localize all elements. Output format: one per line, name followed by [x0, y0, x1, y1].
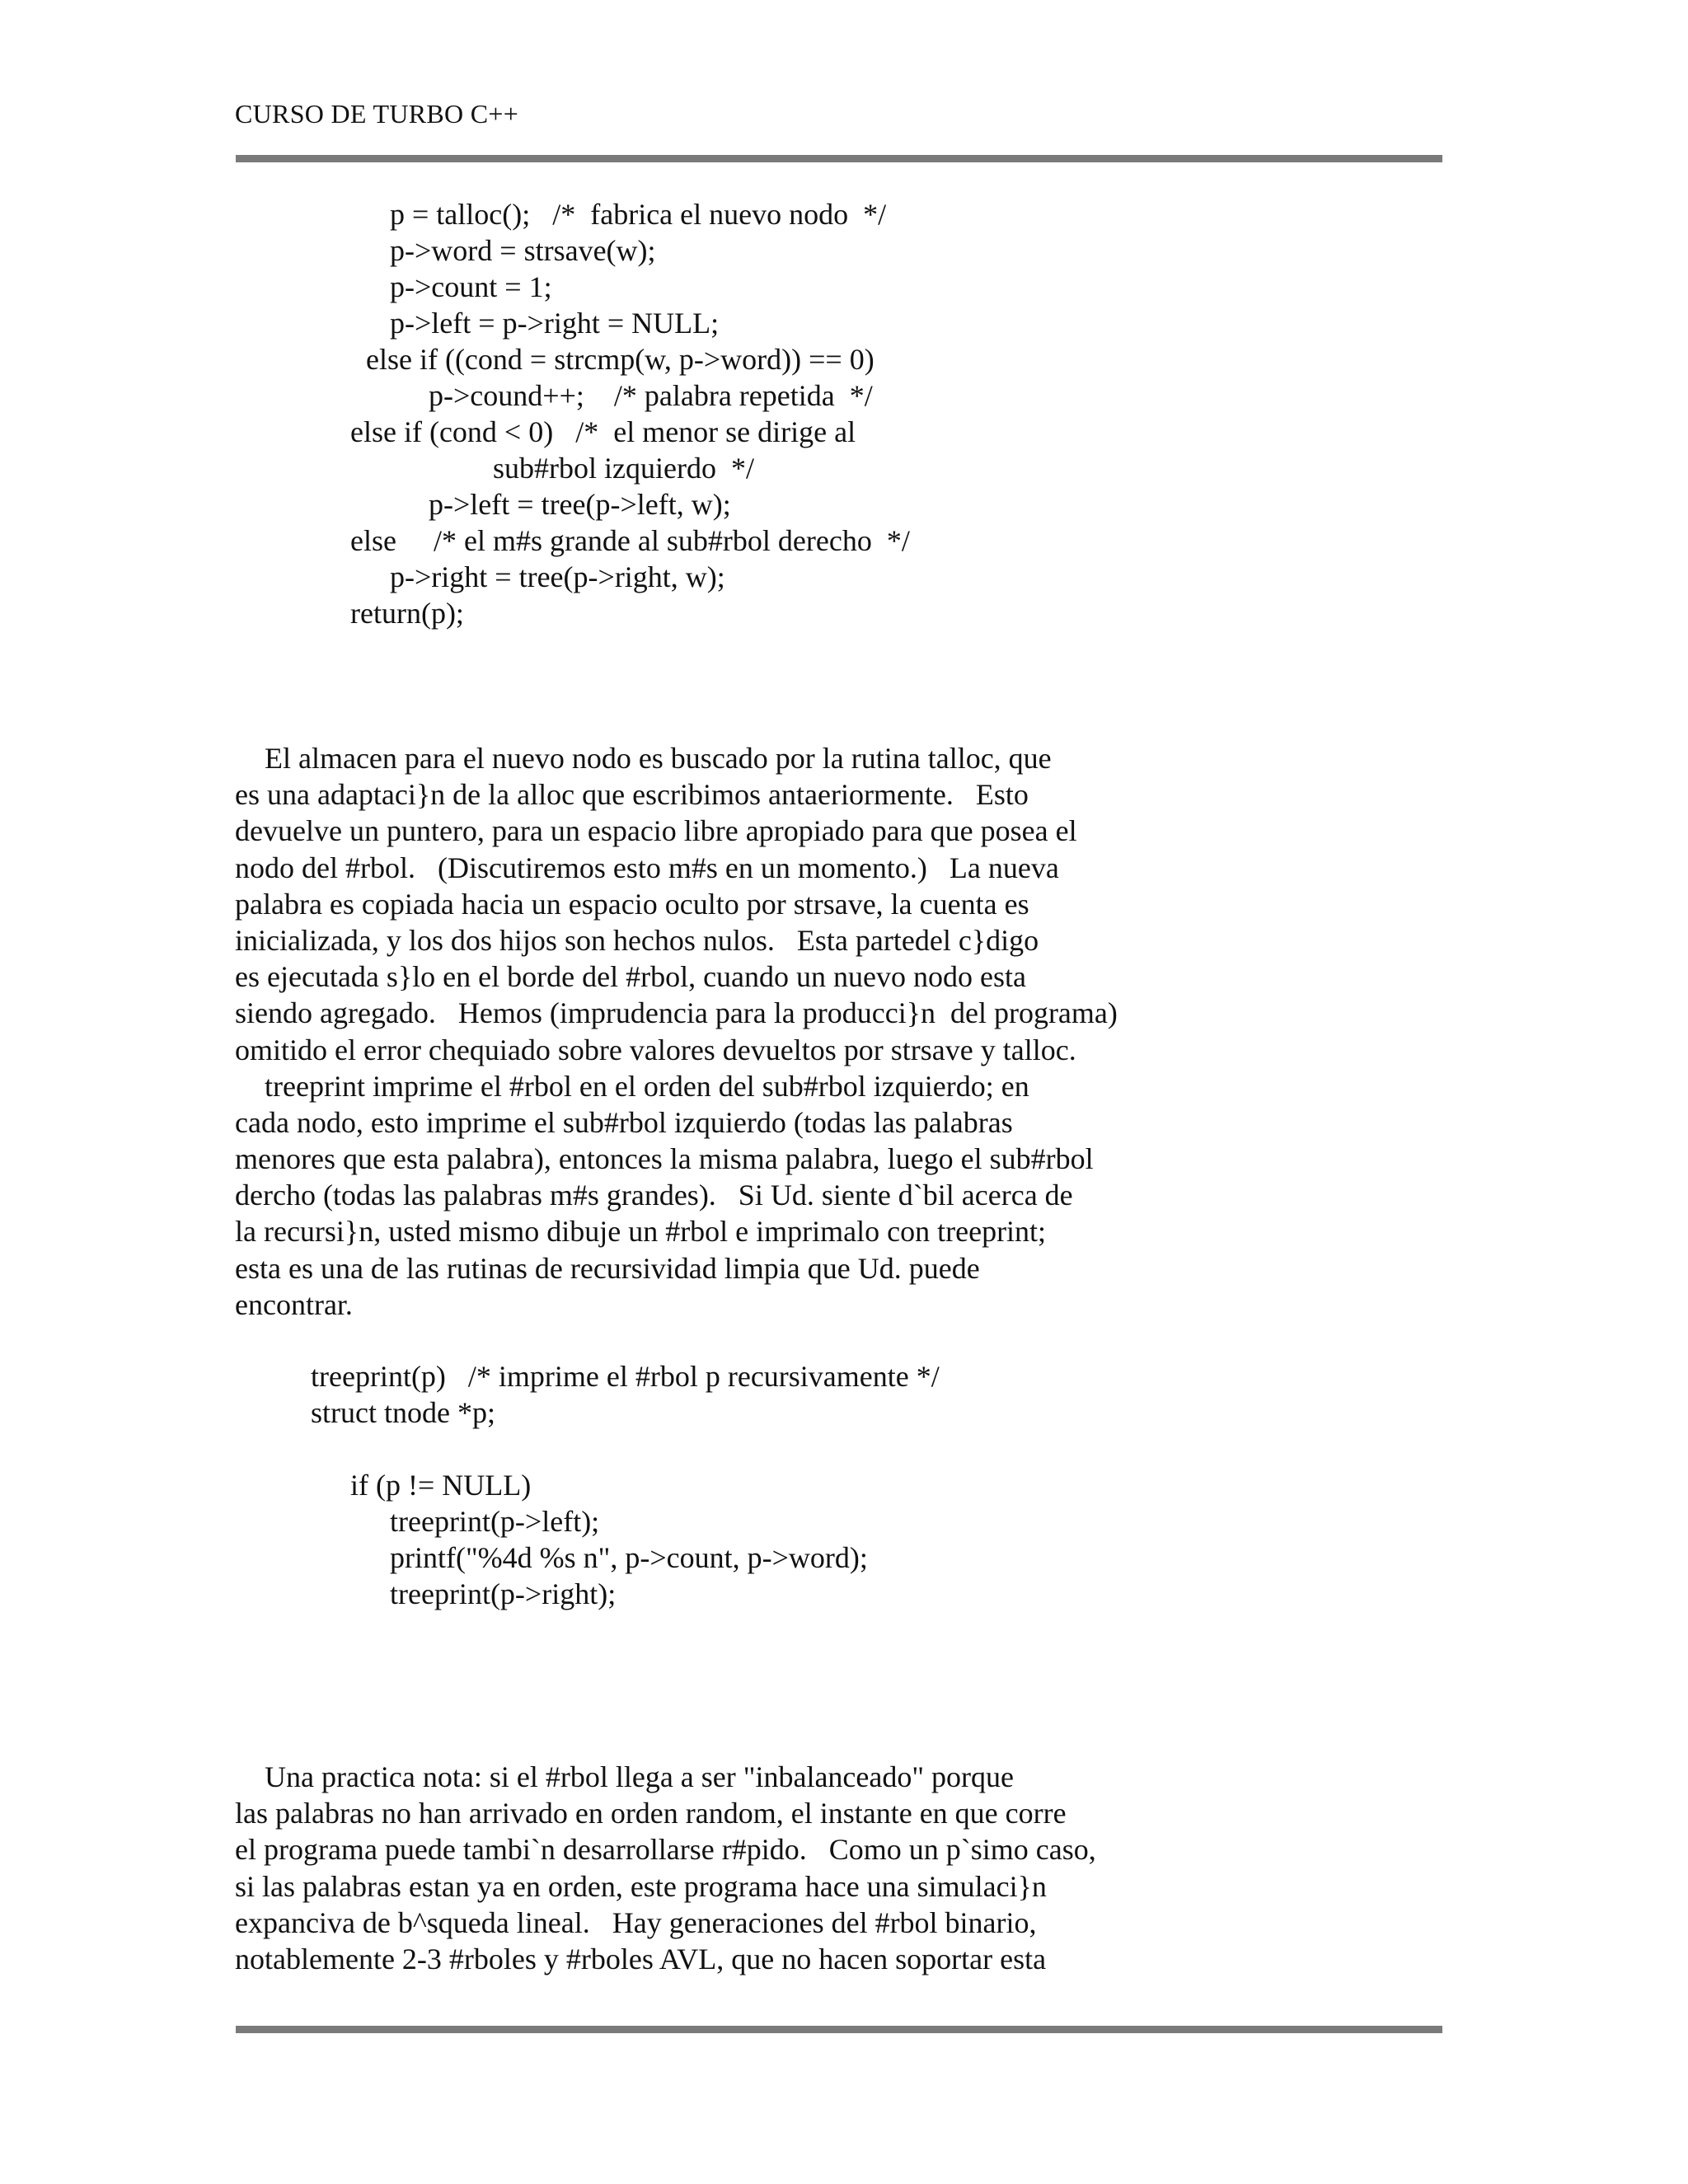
- code-line: p->left = p->right = NULL;: [390, 307, 720, 340]
- code-line: p->left = tree(p->left, w);: [429, 488, 731, 521]
- text-line: encontrar.: [235, 1287, 353, 1321]
- text-line: siendo agregado. Hemos (imprudencia para la producci}n del programa): [235, 996, 1118, 1030]
- code-line: [311, 1431, 940, 1467]
- text-line: expanciva de b^squeda lineal. Hay generaciones del #rbol binario,: [235, 1905, 1037, 1939]
- body-paragraph-talloc: [235, 740, 1118, 1323]
- code-line: printf("%4d %s n", p->count, p->word);: [390, 1541, 868, 1574]
- code-line: else if ((cond = strcmp(w, p->word)) == 0): [366, 343, 874, 376]
- code-line: p = talloc(); /* fabrica el nuevo nodo */: [390, 198, 887, 231]
- header-rule: [236, 155, 1442, 162]
- code-line: p->cound++; /* palabra repetida */: [429, 379, 873, 412]
- footer-rule: [236, 2026, 1442, 2033]
- text-line: las palabras no han arrivado en orden random, el instante en que corre: [235, 1797, 1067, 1830]
- body-paragraph-balance-note: [235, 1759, 1096, 1977]
- text-line: si las palabras estan ya en orden, este programa hace una simulaci}n: [235, 1869, 1047, 1903]
- text-line: menores que esta palabra), entonces la misma palabra, luego el sub#rbol: [235, 1142, 1094, 1176]
- text-line: notablemente 2-3 #rboles y #rboles AVL, que no hacen soportar esta: [235, 1942, 1047, 1975]
- code-line: p->word = strsave(w);: [390, 234, 656, 267]
- code-line: treeprint(p) /* imprime el #rbol p recursivamente */: [311, 1360, 940, 1393]
- code-line: else if (cond < 0) /* el menor se dirige al: [350, 415, 856, 448]
- text-line: la recursi}n, usted mismo dibuje un #rbol e imprimalo con treeprint;: [235, 1215, 1047, 1249]
- code-line: return(p);: [350, 597, 464, 630]
- text-line: el programa puede tambi`n desarrollarse r#pido. Como un p`simo caso,: [235, 1833, 1096, 1867]
- code-line: if (p != NULL): [350, 1469, 532, 1502]
- code-line: treeprint(p->right);: [390, 1577, 617, 1610]
- text-line: devuelve un puntero, para un espacio libre apropiado para que posea el: [235, 814, 1077, 848]
- text-line: esta es una de las rutinas de recursividad limpia que Ud. puede: [235, 1251, 980, 1285]
- page-header-title: CURSO DE TURBO C++: [235, 99, 519, 129]
- text-line: Una practica nota: si el #rbol llega a ser "inbalanceado" porque: [235, 1760, 1015, 1793]
- code-line: struct tnode *p;: [311, 1396, 495, 1429]
- code-listing-treeprint: [0, 1358, 940, 1612]
- code-line: p->count = 1;: [390, 270, 552, 303]
- text-line: dercho (todas las palabras m#s grandes). Si Ud. siente d`bil acerca de: [235, 1179, 1073, 1212]
- text-line: cada nodo, esto imprime el sub#rbol izquierdo (todas las palabras: [235, 1105, 1013, 1139]
- text-line: omitido el error chequiado sobre valores devueltos por strsave y talloc.: [235, 1033, 1076, 1066]
- code-listing-tree: [0, 196, 910, 631]
- text-line: es ejecutada s}lo en el borde del #rbol, cuando un nuevo nodo esta: [235, 960, 1026, 994]
- code-line: p->right = tree(p->right, w);: [390, 560, 725, 593]
- text-line: inicializada, y los dos hijos son hechos nulos. Esta partedel c}digo: [235, 923, 1039, 957]
- text-line: palabra es copiada hacia un espacio oculto por strsave, la cuenta es: [235, 887, 1029, 921]
- text-line: El almacen para el nuevo nodo es buscado por la rutina talloc, que: [235, 742, 1052, 775]
- code-line: else /* el m#s grande al sub#rbol derecho */: [350, 524, 910, 557]
- code-line: sub#rbol izquierdo */: [493, 452, 754, 485]
- text-line: treeprint imprime el #rbol en el orden del sub#rbol izquierdo; en: [235, 1069, 1029, 1103]
- code-line: treeprint(p->left);: [390, 1505, 600, 1538]
- text-line: es una adaptaci}n de la alloc que escribimos antaeriormente. Esto: [235, 778, 1029, 812]
- text-line: nodo del #rbol. (Discutiremos esto m#s en un momento.) La nueva: [235, 851, 1059, 884]
